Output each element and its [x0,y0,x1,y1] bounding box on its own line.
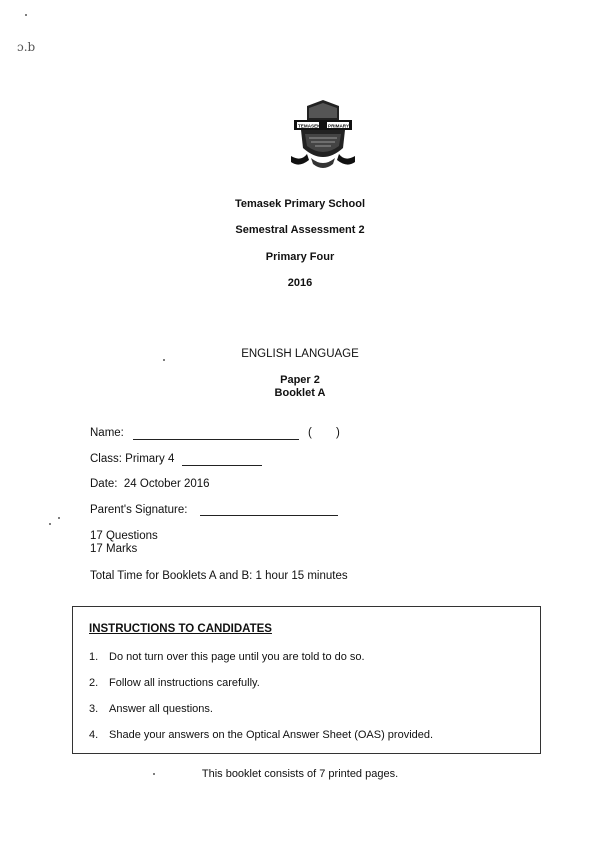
date-value: 24 October 2016 [123,478,210,490]
booklet: Booklet A [274,387,326,399]
instruction-text: Shade your answers on the Optical Answer Sheet (OAS) provided. [109,729,434,741]
total-time: Total Time for Booklets A and B: 1 hour 15 minutes [90,570,348,582]
instruction-item [89,651,365,663]
page-count-footer: This booklet consists of 7 printed pages. [201,768,399,780]
scan-speck [58,517,60,519]
subject: ENGLISH LANGUAGE [241,348,359,360]
date-label: Date: [90,478,118,490]
instruction-number: 2. [89,677,99,689]
questions-count: 17 Questions [90,530,158,542]
class-line [182,465,262,466]
index-paren-open: ( [308,427,312,439]
assessment-title: Semestral Assessment 2 [235,224,365,236]
instruction-number: 1. [89,651,99,663]
signature-line [200,515,338,516]
instruction-text: Follow all instructions carefully. [109,677,260,689]
scan-speck [49,523,51,525]
scan-speck [25,14,27,16]
svg-text:TEMASEK: TEMASEK [298,123,321,129]
level: Primary Four [265,251,335,263]
date-field [90,478,210,490]
instructions-box [72,606,541,754]
index-paren-close: ) [336,427,340,439]
year: 2016 [287,277,313,289]
school-name: Temasek Primary School [234,198,366,210]
name-field [90,427,124,439]
svg-text:PRIMARY: PRIMARY [328,123,350,129]
marks-count: 17 Marks [90,543,138,555]
instruction-number: 4. [89,729,99,741]
school-crest-icon [289,100,357,172]
paper: Paper 2 [280,374,320,386]
instruction-text: Answer all questions. [109,703,213,715]
instruction-number: 3. [89,703,99,715]
class-label: Class: Primary 4 [90,453,175,465]
signature-label: Parent's Signature: [90,504,188,516]
instruction-item [89,703,213,715]
instructions-title: INSTRUCTIONS TO CANDIDATES [89,623,272,635]
margin-note: ɔ.b [17,40,36,54]
instruction-text: Do not turn over this page until you are told to do so. [109,651,365,663]
instruction-item [89,729,433,741]
name-label: Name: [90,427,124,439]
instruction-item [89,677,260,689]
name-line [133,439,299,440]
